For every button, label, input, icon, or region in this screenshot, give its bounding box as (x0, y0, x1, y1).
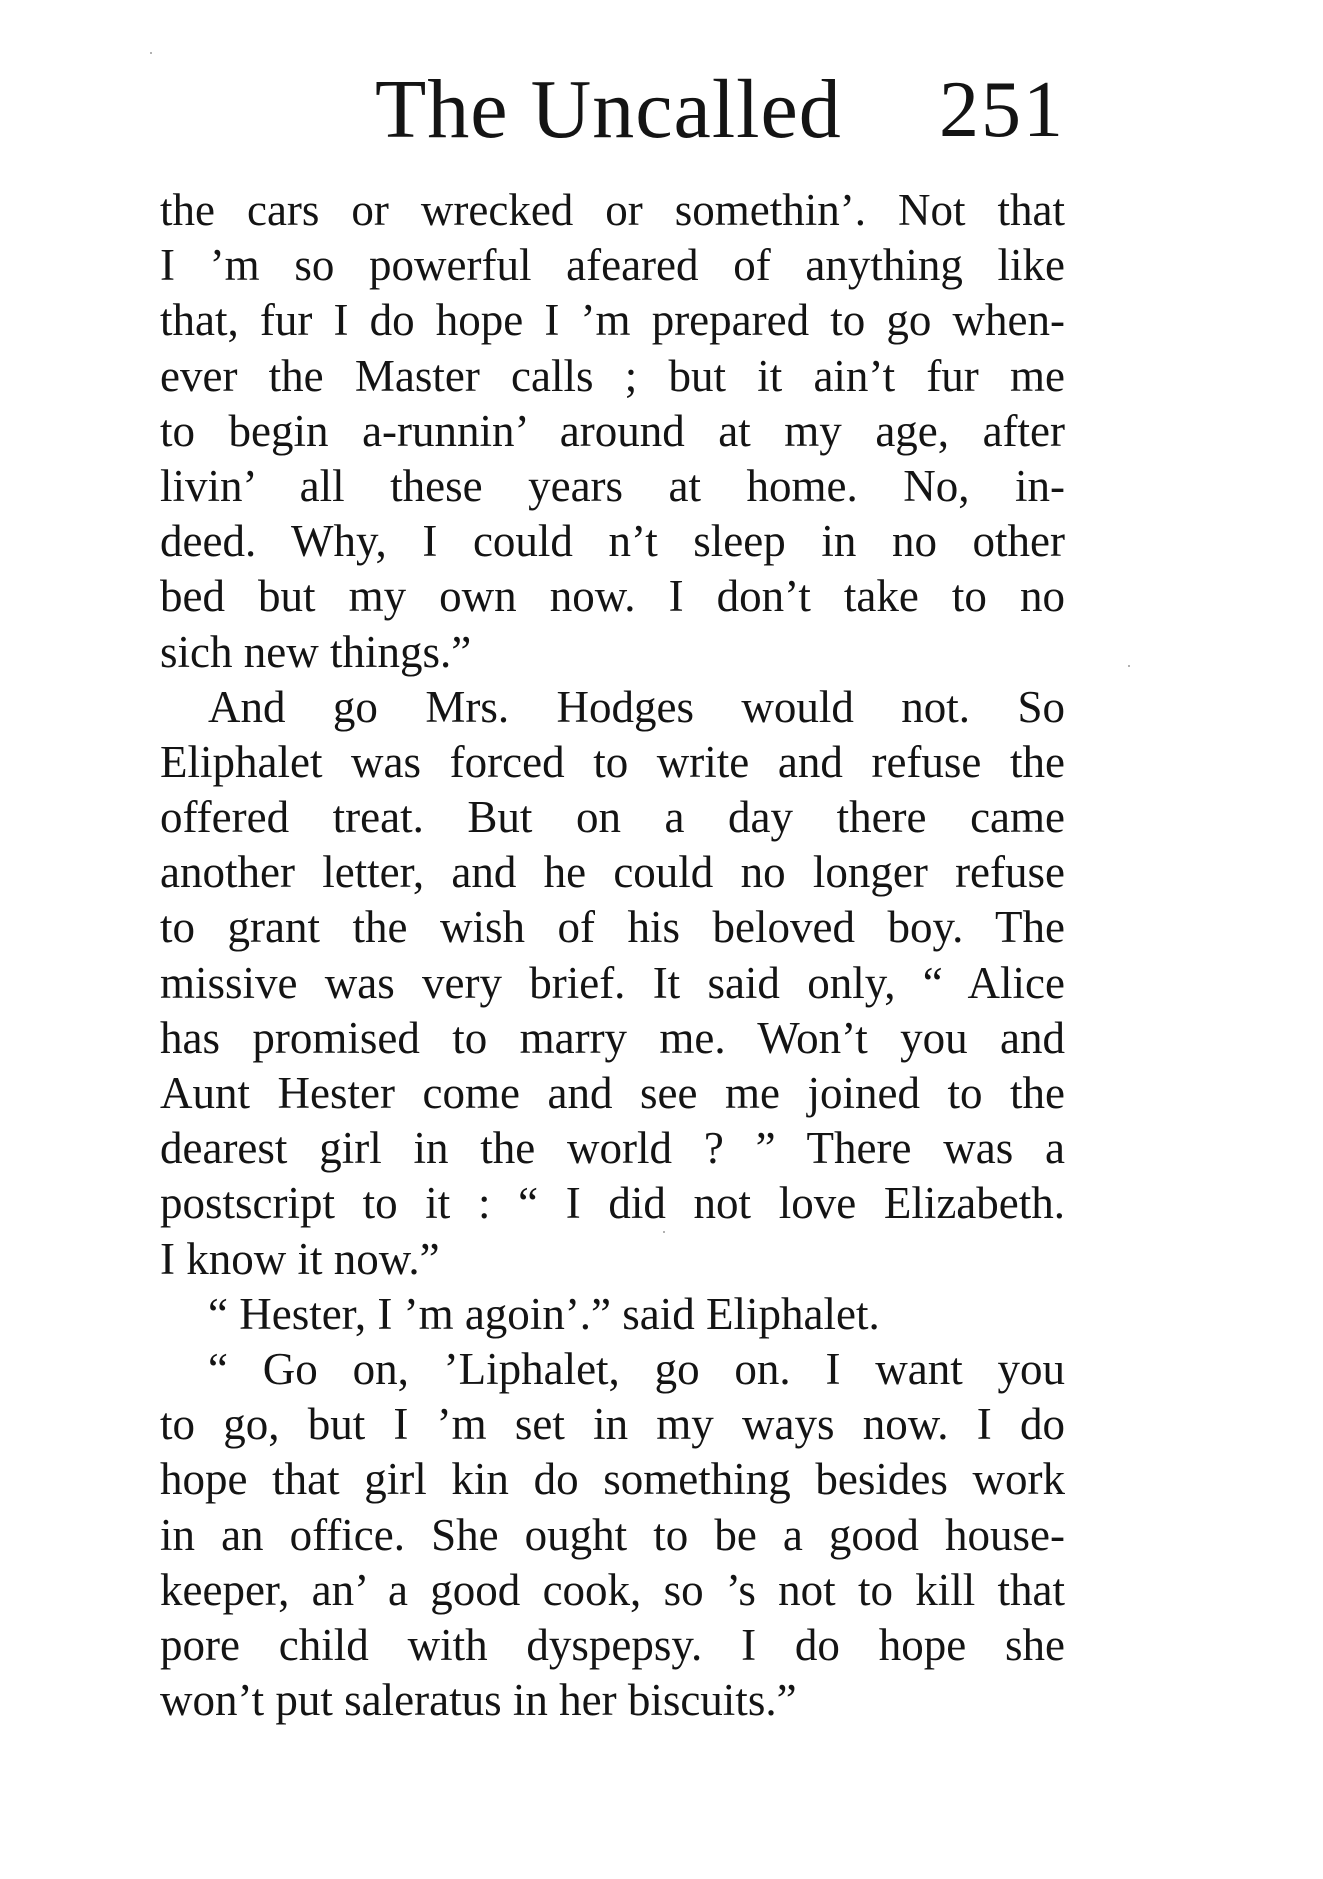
scan-speck (663, 1231, 665, 1233)
running-head (160, 60, 1065, 160)
text-line: won’t put saleratus in her biscuits.” (160, 1675, 797, 1726)
text-line: Eliphalet was forced to write and refuse the (160, 736, 1065, 787)
text-line: that, fur I do hope I ’m prepared to go when- (160, 295, 1065, 346)
text-line: I know it now.” (160, 1233, 440, 1284)
text-line: ever the Master calls ; but it ain’t fur me (160, 350, 1065, 401)
text-line: pore child with dyspepsy. I do hope she (160, 1619, 1065, 1670)
text-line: I ’m so powerful afeared of anything like (160, 240, 1065, 291)
text-line: another letter, and he could no longer refuse (160, 847, 1065, 898)
text-line: sich new things.” (160, 626, 472, 677)
text-line: to go, but I ’m set in my ways now. I do (160, 1399, 1065, 1450)
running-title: The Uncalled (375, 63, 842, 156)
text-line: in an office. She ought to be a good house- (160, 1509, 1065, 1560)
text-line: bed but my own now. I don’t take to no (160, 571, 1065, 622)
text-line: livin’ all these years at home. No, in- (160, 460, 1065, 511)
text-line: to begin a-runnin’ around at my age, after (160, 405, 1065, 456)
text-line: Aunt Hester come and see me joined to the (160, 1068, 1065, 1118)
text-line: And go Mrs. Hodges would not. So (208, 681, 1065, 732)
text-line: “ Go on, ’Liphalet, go on. I want you (208, 1343, 1065, 1394)
text-line: dearest girl in the world ? ” There was a (160, 1123, 1065, 1174)
scan-speck (1128, 665, 1130, 667)
text-line: to grant the wish of his beloved boy. The (160, 902, 1065, 953)
body-text (160, 183, 1065, 1728)
page-number: 251 (939, 66, 1065, 154)
text-line: keeper, an’ a good cook, so ’s not to kill that (160, 1564, 1065, 1615)
text-line: has promised to marry me. Won’t you and (160, 1012, 1065, 1063)
text-line: missive was very brief. It said only, “ Alice (160, 957, 1065, 1008)
text-line: “ Hester, I ’m agoin’.” said Eliphalet. (208, 1288, 880, 1339)
text-line: offered treat. But on a day there came (160, 792, 1065, 843)
text-line: hope that girl kin do something besides work (160, 1454, 1065, 1505)
text-line: deed. Why, I could n’t sleep in no other (160, 516, 1065, 567)
scan-speck (150, 52, 152, 54)
text-line: the cars or wrecked or somethin’. Not that (160, 185, 1065, 235)
text-line: postscript to it : “ I did not love Elizabeth. (160, 1178, 1065, 1229)
